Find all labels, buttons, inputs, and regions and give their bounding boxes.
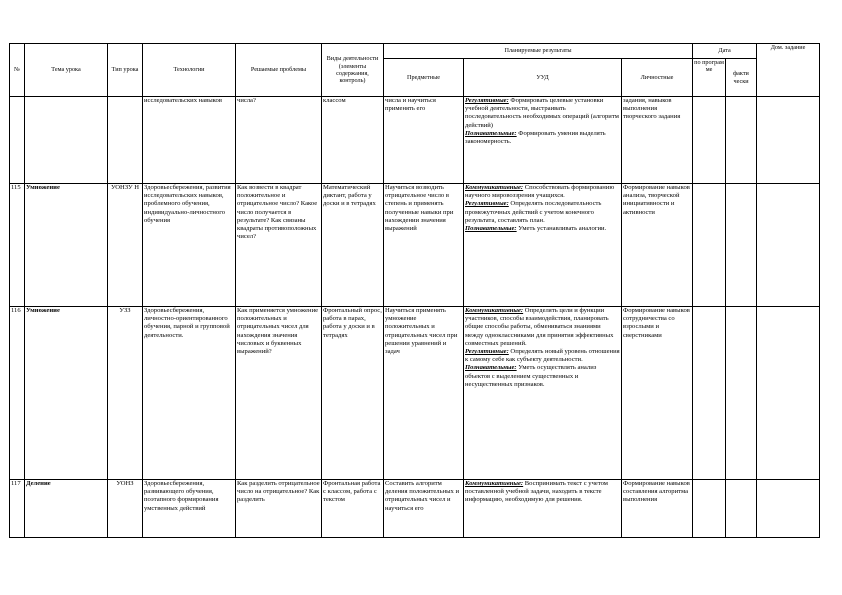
cell-tech: исследовательских навыков — [143, 97, 236, 184]
header-num: № — [10, 44, 25, 97]
cell-problems: Как возвести в квадрат положительное и отрицательное число? Какое число получается в результате? Как связаны квадраты противоположных чисел? — [236, 184, 322, 307]
cell-activities: Фронтальный опрос, работа в парах, работа у доски и в тетрадях — [322, 307, 384, 480]
uud-text: Определять новый уровень отношения к самому себе как субъекту деятельности. — [465, 348, 620, 364]
cell-tech: Здоровьесбережения, развития исследовательских навыков, проблемного обучения, индивидуально-личностного обучения — [143, 184, 236, 307]
cell-date-plan — [693, 184, 726, 307]
cell-type: УОНЗ — [108, 480, 143, 538]
uud-text: Формировать умения выделять закономерность. — [465, 129, 606, 146]
cell-personal: Формирование навыков составления алгоритма выполнения — [622, 480, 693, 538]
header-planned-results: Планируемые результаты — [384, 44, 693, 59]
cell-uud — [464, 97, 622, 184]
uud-entry — [465, 480, 620, 505]
cell-num: 115 — [10, 184, 25, 307]
cell-uud — [464, 184, 622, 307]
cell-homework — [757, 480, 820, 538]
uud-entry — [465, 307, 620, 348]
table-row — [10, 184, 820, 307]
cell-personal: задания, навыков выполнения творческого задания — [622, 97, 693, 184]
uud-label: Коммуникативные: — [465, 184, 524, 191]
cell-tech: Здоровьесбережения, личностно-ориентированного обучения, парной и групповой деятельности. — [143, 307, 236, 480]
uud-label: Регулятивные: — [465, 97, 509, 104]
header-type: Тип урока — [108, 44, 143, 97]
uud-entry — [465, 225, 620, 233]
cell-subject: Составить алгоритм деления положительных и отрицательных чисел и научиться его — [384, 480, 464, 538]
cell-date-plan — [693, 480, 726, 538]
cell-subject: Научиться возводить отрицательное число в степень и применять полученные навыки при нахождении значения выражений — [384, 184, 464, 307]
cell-problems: Как разделить отрицательное число на отрицательное? Как разделить — [236, 480, 322, 538]
cell-topic — [25, 97, 108, 184]
cell-tech: Здоровьесбережения, развивающего обучения, поэтапного формирования умственных действий — [143, 480, 236, 538]
cell-type: УЗЗ — [108, 307, 143, 480]
uud-entry — [465, 97, 620, 130]
header-topic: Тема урока — [25, 44, 108, 97]
uud-label: Коммуникативные: — [465, 307, 524, 314]
uud-text: Определять цели и функции участников, способы взаимодействия, планировать общие способы работы, обмениваться знаниями между одноклассниками для принятия эффективных совместных решений. — [465, 307, 614, 347]
header-date-plan: по програм ме — [693, 59, 726, 97]
uud-text: Воспринимать текст с учетом поставленной учебной задачи, находить в тексте информацию, необходимую для решения. — [465, 480, 608, 504]
table-row — [10, 307, 820, 480]
cell-date-fact — [726, 480, 757, 538]
cell-subject: числа и научиться применять его — [384, 97, 464, 184]
cell-date-fact — [726, 307, 757, 480]
cell-homework — [757, 307, 820, 480]
cell-date-fact — [726, 184, 757, 307]
uud-entry — [465, 184, 620, 200]
cell-uud — [464, 480, 622, 538]
cell-type — [108, 97, 143, 184]
header-homework: Дом. задание — [757, 44, 820, 97]
header-tech: Технологии — [143, 44, 236, 97]
header-row-top — [10, 44, 820, 59]
table-row — [10, 480, 820, 538]
cell-date-plan — [693, 307, 726, 480]
cell-num — [10, 97, 25, 184]
cell-topic: Деление — [25, 480, 108, 538]
cell-num: 116 — [10, 307, 25, 480]
cell-num: 117 — [10, 480, 25, 538]
header-uud: УУД — [464, 59, 622, 97]
cell-activities: классом — [322, 97, 384, 184]
cell-personal: Формирование навыков сотрудничества со взрослыми и сверстниками — [622, 307, 693, 480]
header-activities: Виды деятельности (элементы содержания, контроль) — [322, 44, 384, 97]
cell-homework — [757, 97, 820, 184]
cell-personal: Формирование навыков анализа, творческой инициативности и активности — [622, 184, 693, 307]
cell-date-fact — [726, 97, 757, 184]
cell-uud — [464, 307, 622, 480]
uud-label: Регулятивные: — [465, 348, 509, 356]
header-date-fact: факти чески — [726, 59, 757, 97]
uud-label: Познавательные: — [465, 129, 517, 137]
cell-homework — [757, 184, 820, 307]
cell-activities: Математический диктант, работа у доски и в тетрадях — [322, 184, 384, 307]
uud-label: Регулятивные: — [465, 200, 509, 208]
lesson-plan-sheet — [9, 43, 820, 538]
cell-topic: Умножение — [25, 184, 108, 307]
uud-label: Познавательные: — [465, 225, 517, 233]
uud-text: Определять последовательность промежуточных действий с учетом конечного результата, составлять план. — [465, 200, 602, 224]
header-subject: Предметные — [384, 59, 464, 97]
cell-problems: Как применяется умножение положительных и отрицательных чисел для нахождения значения числовых и буквенных выражений? — [236, 307, 322, 480]
header-personal: Личностные — [622, 59, 693, 97]
uud-entry — [465, 348, 620, 364]
cell-subject: Научиться применять умножение положительных и отрицательных чисел при решении уравнений и задач — [384, 307, 464, 480]
cell-activities: Фронтальная работа с классом, работа с текстом — [322, 480, 384, 538]
uud-text: Уметь осуществлять анализ объектов с выделением существенных и несущественных признаков. — [465, 364, 597, 388]
uud-text: Уметь устанавливать аналогии. — [516, 225, 607, 233]
uud-text: Способствовать формированию научного мировоззрения учащихся. — [465, 184, 615, 200]
uud-label: Коммуникативные: — [465, 480, 524, 487]
uud-entry — [465, 200, 620, 225]
cell-topic: Умножение — [25, 307, 108, 480]
uud-entry — [465, 130, 620, 146]
cell-type: УОНЗУ Н — [108, 184, 143, 307]
uud-label: Познавательные: — [465, 364, 517, 372]
uud-entry — [465, 364, 620, 389]
uud-text: Формировать целевые установки учебной деятельности, выстраивать последовательность необходимых операций (алгоритм действий) — [465, 97, 619, 129]
header-date: Дата — [693, 44, 757, 59]
table-row — [10, 97, 820, 184]
lesson-plan-table — [9, 43, 820, 538]
cell-problems: числа? — [236, 97, 322, 184]
cell-date-plan — [693, 97, 726, 184]
header-problems: Решаемые проблемы — [236, 44, 322, 97]
